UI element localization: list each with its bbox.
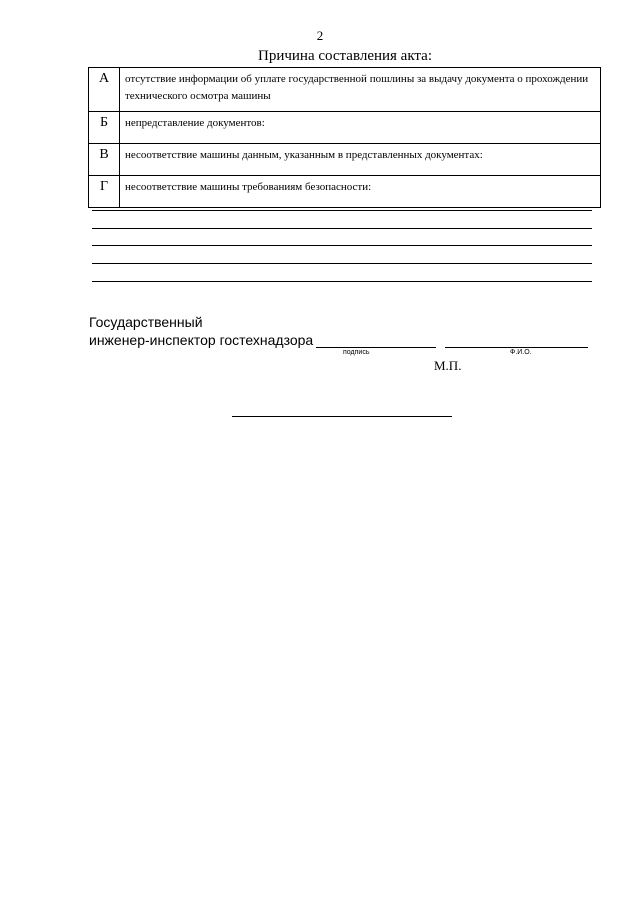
reason-letter: В <box>89 144 120 176</box>
table-row <box>89 112 601 144</box>
fill-in-line[interactable] <box>92 210 592 211</box>
table-row <box>89 68 601 112</box>
name-line[interactable] <box>445 347 588 348</box>
fill-in-line[interactable] <box>92 228 592 229</box>
reason-letter: Г <box>89 176 120 208</box>
section-title: Причина составления акта: <box>258 48 432 64</box>
reason-text: непредставление документов: <box>120 112 601 144</box>
reasons-table <box>88 67 601 208</box>
fill-in-line[interactable] <box>92 281 592 282</box>
signature-caption: подпись <box>343 349 370 356</box>
inspector-title-line-2: инженер-инспектор гостехнадзора <box>89 332 314 348</box>
inspector-title-line-1: Государственный <box>89 314 203 330</box>
name-caption: Ф.И.О. <box>510 349 532 356</box>
fill-in-line[interactable] <box>92 245 592 246</box>
closing-divider <box>232 416 452 417</box>
signature-line[interactable] <box>316 347 436 348</box>
reason-letter: Б <box>89 112 120 144</box>
reason-text: несоответствие машины требованиям безопасности: <box>120 176 601 208</box>
table-row <box>89 176 601 208</box>
reason-text: отсутствие информации об уплате государственной пошлины за выдачу документа о прохождении технического осмотра машины <box>120 68 601 112</box>
reason-letter: А <box>89 68 120 112</box>
fill-in-line[interactable] <box>92 263 592 264</box>
reason-text: несоответствие машины данным, указанным в представленных документах: <box>120 144 601 176</box>
table-row <box>89 144 601 176</box>
stamp-placeholder: М.П. <box>434 358 462 373</box>
page-number: 2 <box>316 28 324 43</box>
